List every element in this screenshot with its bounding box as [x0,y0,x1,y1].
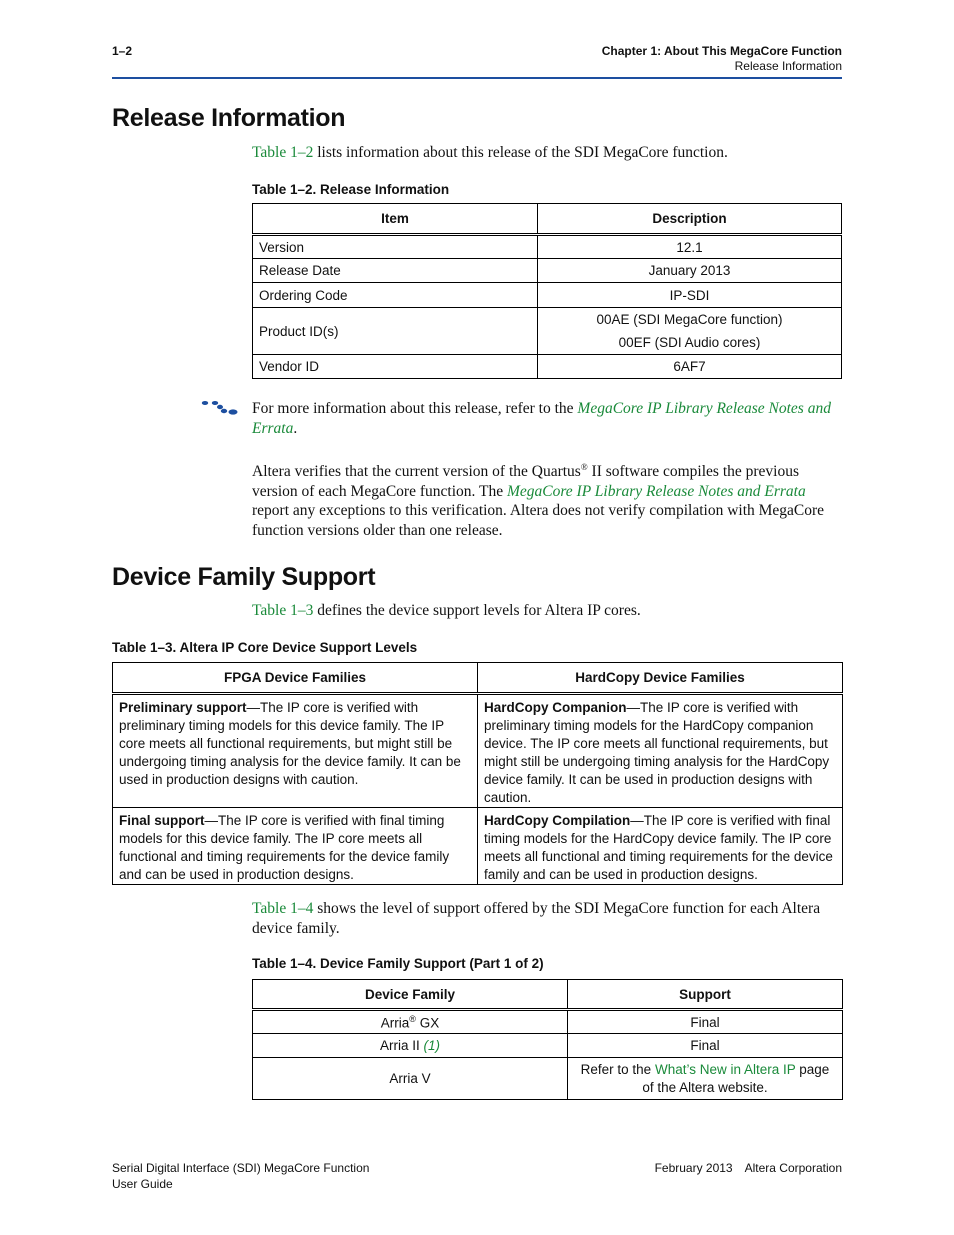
family-suffix: GX [415,1015,440,1031]
release-table [252,203,842,379]
footer-company: Altera Corporation [744,1161,842,1175]
cell-item: Release Date [253,259,538,283]
cell-support: Final [568,1010,843,1034]
cell-description: 6AF7 [538,355,842,379]
verify-text: II software compiles the previous version of each MegaCore function. The [252,463,800,500]
release-intro [252,143,842,163]
table-1-4-caption: Table 1–4. Device Family Support (Part 1 of 2) [252,956,544,971]
col-device-family: Device Family [253,980,568,1010]
cell-family [253,1010,568,1034]
reference-note-icon [200,400,240,416]
release-intro-text: lists information about this release of the SDI MegaCore function. [313,144,728,161]
hardcopy-compilation-cell [478,808,843,885]
support-text: page of the Altera website. [642,1061,830,1095]
table-1-3-link[interactable]: Table 1–3 [252,602,314,619]
cell-support [568,1058,843,1100]
table-row [253,235,842,259]
page-number: 1–2 [112,44,133,58]
family-name: Arria [380,1015,410,1031]
col-support: Support [568,980,843,1010]
term-description: —The IP core is verified with preliminary timing models for the HardCopy companion device. The IP core meets all functional requirements, but might still be undergoing timing analysis for the HardCopy device family. It can be used in production designs with caution. [484,700,830,805]
product-id-line: 00EF (SDI Audio cores) [618,335,761,350]
table-row [253,1058,843,1100]
cell-support: Final [568,1034,843,1058]
footer-date: February 2013 [654,1161,733,1175]
registered-mark: ® [580,462,588,472]
term-label: HardCopy Compilation [484,813,631,828]
release-heading: Release Information [112,104,346,132]
term-label: Final support [119,813,205,828]
support-levels-table [112,662,843,885]
chapter-title: Chapter 1: About This MegaCore Function [601,44,842,58]
cell-description: IP-SDI [538,283,842,308]
term-description: —The IP core is verified with preliminary timing models for this device family. The IP core meets all functional requirements, but might still be undergoing timing analysis for the device family. It can be used in production designs with caution. [119,700,461,787]
release-notes-link-2[interactable]: MegaCore IP Library Release Notes and Errata [506,482,806,500]
col-description: Description [538,204,842,235]
cell-description: January 2013 [538,259,842,283]
table-row [253,259,842,283]
table-row [253,355,842,379]
footer-left [112,1160,369,1192]
cell-item: Product ID(s) [253,308,538,355]
table-row [253,308,842,355]
col-fpga-families: FPGA Device Families [113,663,478,694]
product-id-line: 00AE (SDI MegaCore function) [596,312,783,327]
table-1-3-caption: Table 1–3. Altera IP Core Device Support Levels [112,640,418,655]
cell-family: Arria V [253,1058,568,1100]
note-text-end: . [293,419,298,437]
final-support-cell [113,808,478,885]
term-description: —The IP core is verified with final timing models for the HardCopy device family. The IP core meets all functional and timing requirements for the device family and can be used in production designs. [484,813,833,882]
table-1-4-intro [252,899,842,938]
table-1-4-link[interactable]: Table 1–4 [252,900,314,917]
device-family-table [252,979,843,1100]
registered-mark: ® [409,1013,416,1024]
running-section: Release Information [734,59,842,73]
cell-item: Vendor ID [253,355,538,379]
table-row [113,808,843,885]
verify-text: report any exceptions to this verification. Altera does not verify compilation with MegaCore function versions older than one release. [252,502,825,539]
cell-description: 12.1 [538,235,842,259]
table-1-2-caption: Table 1–2. Release Information [252,182,450,197]
device-intro-text: defines the device support levels for Altera IP cores. [313,602,641,619]
release-note [252,399,842,438]
table-row [253,1034,843,1058]
family-name: Arria II [379,1038,424,1053]
device-heading: Device Family Support [112,563,376,591]
table-row [253,283,842,308]
table-1-4-intro-text: shows the level of support offered by the SDI MegaCore function for each Altera device family. [252,900,821,937]
preliminary-support-cell [113,694,478,808]
cell-description [538,308,842,355]
col-hardcopy-families: HardCopy Device Families [478,663,843,694]
term-description: —The IP core is verified with final timing models for this device family. The IP core meets all functional and timing requirements for the device family and can be used in production designs. [119,813,450,882]
cell-item: Ordering Code [253,283,538,308]
footer-doc-subtitle: User Guide [112,1177,173,1191]
footer-doc-title: Serial Digital Interface (SDI) MegaCore Function [112,1161,370,1175]
header-rule [112,77,842,79]
footer-right [655,1160,842,1176]
device-intro [252,601,842,621]
footnote-link[interactable]: (1) [423,1038,440,1053]
release-notes-link[interactable]: MegaCore IP Library Release Notes and Errata [252,400,831,437]
cell-family [253,1034,568,1058]
col-item: Item [253,204,538,235]
hardcopy-companion-cell [478,694,843,808]
verify-text: Altera verifies that the current version of the Quartus [252,463,581,481]
table-row [253,1010,843,1034]
table-1-2-link[interactable]: Table 1–2 [252,144,314,161]
term-label: Preliminary support [119,700,247,715]
cell-item: Version [253,235,538,259]
note-text: For more information about this release, refer to the [252,400,578,417]
verify-paragraph [252,458,832,540]
support-text: Refer to the [580,1061,655,1077]
whats-new-link[interactable]: What’s New in Altera IP [654,1061,796,1077]
term-label: HardCopy Companion [484,700,627,715]
table-row [113,694,843,808]
